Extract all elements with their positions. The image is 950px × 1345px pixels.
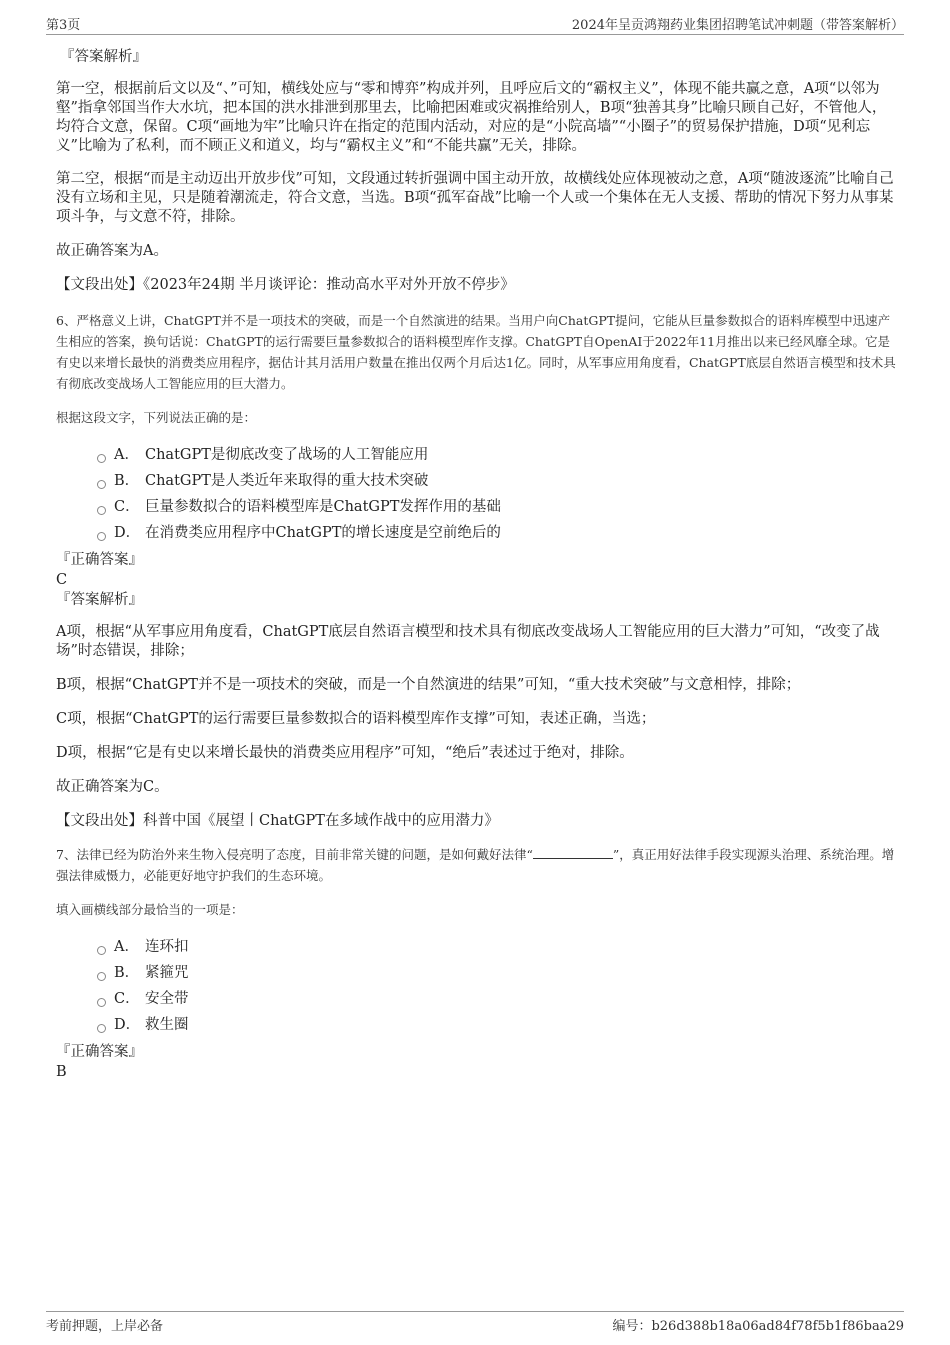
q6-analysis-a: A项，根据“从军事应用角度看，ChatGPT底层自然语言模型和技术具有彻底改变战场人工智能应用的巨大潜力”可知，“改变了战场”时态错误，排除； [56,624,880,659]
q7-option-b[interactable]: B． 紧箍咒 [56,960,896,986]
document-code: 编号：b26d388b18a06ad84f78f5b1f86baa29 [612,1319,904,1334]
q7-option-a[interactable]: A． 连环扣 [56,934,896,960]
radio-icon[interactable] [97,506,106,515]
radio-icon[interactable] [97,946,106,955]
q5-analysis-p2: 第二空，根据“而是主动迈出开放步伐”可知，文段通过转折强调中国主动开放，故横线处应体现被动之意，A项“随波逐流”比喻自己没有立场和主见，只是随着潮流走，符合文意，当选。B项“孤军奋战”比喻一个人或一个集体在无人支援、帮助的情况下努力从事某项斗争，与文意不符，排除。 [56,171,894,225]
q7-question-text: 7、法律已经为防治外来生物入侵亮明了态度，目前非常关键的问题，是如何戴好法律“ ”，真正用好法律手段实现源头治理、系统治理。增强法律威慑力，必能更好地守护我们的生态环境。 [56,847,895,883]
document-title: 2024年呈贡鸿翔药业集团招聘笔试冲刺题（带答案解析） [571,18,904,33]
q5-conclusion: 故正确答案为A。 [56,243,168,259]
q6-analysis-b: B项，根据“ChatGPT并不是一项技术的突破，而是一个自然演进的结果”可知，“重大技术突破”与文意相悖，排除； [56,677,801,693]
radio-icon[interactable] [97,454,106,463]
page-content [56,47,896,1082]
q6-option-c[interactable]: C． 巨量参数拟合的语料模型库是ChatGPT发挥作用的基础 [56,494,896,520]
q7-options [56,934,896,1038]
q6-option-b[interactable]: B． ChatGPT是人类近年来取得的重大技术突破 [56,468,896,494]
q7-option-c[interactable]: C． 安全带 [56,986,896,1012]
q7-answer: B [56,1064,67,1080]
radio-icon[interactable] [97,480,106,489]
q5-analysis-label: 『答案解析』 [60,49,147,65]
q6-option-a[interactable]: A． ChatGPT是彻底改变了战场的人工智能应用 [56,442,896,468]
page-number: 第3页 [46,18,81,33]
q6-analysis-d: D项，根据“它是有史以来增长最快的消费类应用程序”可知，“绝后”表述过于绝对，排除。 [56,745,634,761]
q6-analysis-c: C项，根据“ChatGPT的运行需要巨量参数拟合的语料模型库作支撑”可知，表述正确，当选； [56,711,656,727]
footer-slogan: 考前押题，上岸必备 [46,1319,164,1334]
q6-prompt: 根据这段文字，下列说法正确的是： [56,410,257,425]
fill-blank [533,846,613,859]
page-footer [46,1311,904,1334]
q6-option-d[interactable]: D． 在消费类应用程序中ChatGPT的增长速度是空前绝后的 [56,520,896,546]
page-header [46,12,904,35]
radio-icon[interactable] [97,532,106,541]
q6-options [56,442,896,546]
q5-analysis-p1: 第一空，根据前后文以及“、”可知，横线处应与“零和博弈”构成并列，且呼应后文的“霸权主义”，体现不能共赢之意，A项“以邻为壑”指拿邻国当作大水坑，把本国的洪水排泄到那里去，比喻把困难或灾祸推给别人，B项“独善其身”比喻只顾自己好，不管他人，均符合文意，保留。C项“画地为牢”比喻只许在指定的范围内活动，对应的是“小院高墙”“小圈子”的贸易保护措施，D项“见利忘义”比喻为了私利，而不顾正义和道义，均与“霸权主义”和“不能共赢”无关，排除。 [56,81,887,154]
q7-answer-label: 『正确答案』 [56,1044,143,1060]
q5-source: 【文段出处】《2023年24期 半月谈评论：推动高水平对外开放不停步》 [56,277,515,293]
q6-source: 【文段出处】科普中国《展望丨ChatGPT在多域作战中的应用潜力》 [56,813,499,829]
q6-answer-label: 『正确答案』 [56,552,143,568]
q6-question-text: 6、严格意义上讲，ChatGPT并不是一项技术的突破，而是一个自然演进的结果。当用户向ChatGPT提问，它能从巨量参数拟合的语料库模型中迅速产生相应的答案，换句话说：ChatGPT的运行需要巨量参数拟合的语料模型库作支撑。ChatGPT自OpenAI于2022年11月推出以来已经风靡全球。它是有史以来增长最快的消费类应用程序，据估计其月活用户数量在推出仅两个月后达1亿。同时，从军事应用角度看，ChatGPT底层自然语言模型和技术具有彻底改变战场人工智能应用的巨大潜力。 [56,313,896,391]
radio-icon[interactable] [97,998,106,1007]
q6-answer: C [56,572,68,588]
q7-prompt: 填入画横线部分最恰当的一项是： [56,902,244,917]
q7-option-d[interactable]: D． 救生圈 [56,1012,896,1038]
q6-analysis-label: 『答案解析』 [56,592,143,608]
q6-conclusion: 故正确答案为C。 [56,779,169,795]
radio-icon[interactable] [97,1024,106,1033]
radio-icon[interactable] [97,972,106,981]
